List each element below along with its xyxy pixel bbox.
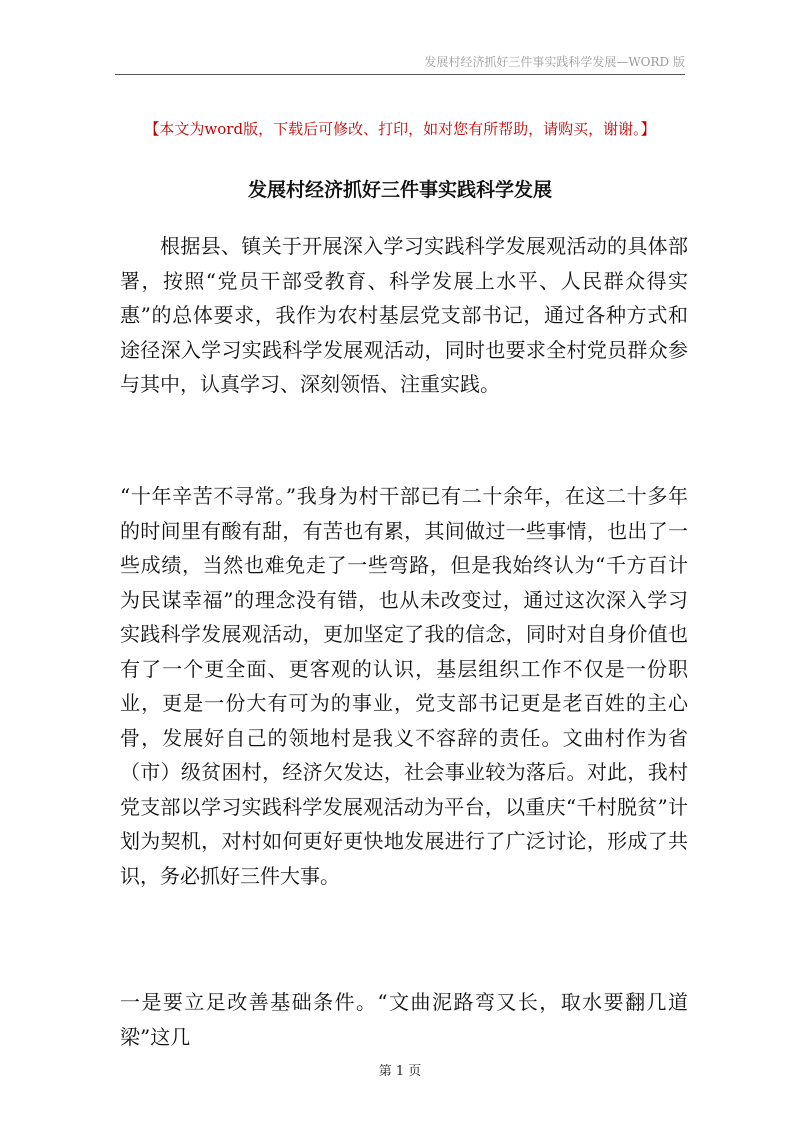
paragraph-first-point: 一是要立足改善基础条件。“文曲泥路弯又长，取水要翻几道梁”这几 [120, 990, 688, 1049]
purchase-notice: 【本文为word版，下载后可修改、打印，如对您有所帮助，请购买，谢谢。】 [144, 120, 656, 138]
page-number: 第 1 页 [378, 1064, 422, 1079]
paragraph-reflection: “十年辛苦不寻常。”我身为村干部已有二十余年，在这二十多年的时间里有酸有甜，有苦也有累，其间做过一些事情，也出了一些成绩，当然也难免走了一些弯路，但是我始终认为“千方百计为民谋幸福”的理念没有错，也从未改变过，通过这次深入学习实践科学发展观活动，更加坚定了我的信念，同时对自身价值也有了一个更全面、更客观的认识，基层组织工作不仅是一份职业，更是一份大有可为的事业，党支部书记更是老百姓的主心骨，发展好自己的领地村是我义不容辞的责任。文曲村作为省（市）级贫困村，经济欠发达，社会事业较为落后。对此，我村党支部以学习实践科学发展观活动为平台，以重庆“千村脱贫”计划为契机，对村如何更好更快地发展进行了广泛讨论，形成了共识，务必抓好三件大事。 [120, 484, 688, 888]
page-header [115, 50, 685, 75]
document-title: 发展村经济抓好三件事实践科学发展 [247, 179, 552, 201]
header-title: 发展村经济抓好三件事实践科学发展—WORD 版 [424, 55, 685, 69]
paragraph-intro: 根据县、镇关于开展深入学习实践科学发展观活动的具体部署，按照“党员干部受教育、科学发展上水平、人民群众得实惠”的总体要求，我作为农村基层党支部书记，通过各种方式和途径深入学习实践科学发展观活动，同时也要求全村党员群众参与其中，认真学习、深刻领悟、注重实践。 [120, 234, 688, 396]
